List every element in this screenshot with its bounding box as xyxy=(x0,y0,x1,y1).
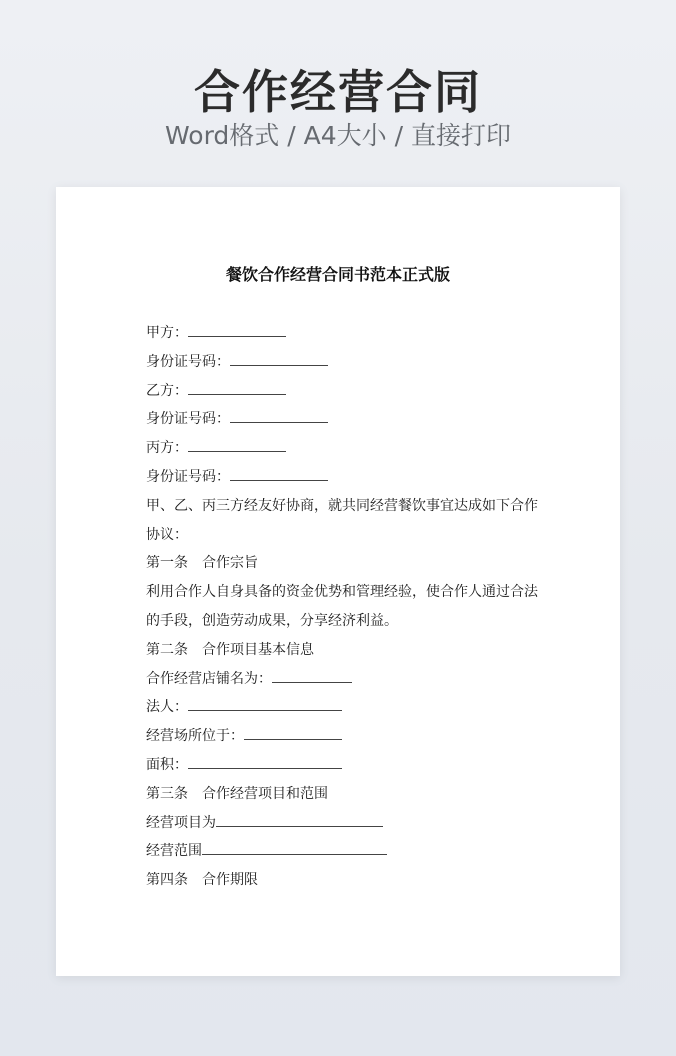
legal-person-label: 法人： xyxy=(146,699,188,716)
scope-blank xyxy=(202,840,387,855)
article-2-title: 合作项目基本信息 xyxy=(202,641,314,658)
article-1-title: 合作宗旨 xyxy=(202,555,258,572)
shop-name-label: 合作经营店铺名为： xyxy=(146,670,272,687)
article-3-heading xyxy=(146,780,546,809)
legal-person-blank xyxy=(188,696,342,711)
article-1-line-2: 的手段，创造劳动成果，分享经济利益。 xyxy=(146,612,398,629)
intro-line-1: 甲、乙、丙三方经友好协商，就共同经营餐饮事宜达成如下合作 xyxy=(146,497,538,514)
party-a-line xyxy=(146,319,546,348)
location-blank xyxy=(244,725,342,740)
party-b-blank xyxy=(188,380,286,395)
party-c-blank xyxy=(188,437,286,452)
party-a-blank xyxy=(188,322,286,337)
party-a-label: 甲方： xyxy=(146,325,188,341)
id-line-1 xyxy=(146,348,546,377)
document-body xyxy=(146,319,546,895)
article-1-number: 第一条 xyxy=(146,555,188,572)
location-line xyxy=(146,722,546,751)
area-blank xyxy=(188,754,342,769)
article-1-line-1: 利用合作人自身具备的资金优势和管理经验，使合作人通过合法 xyxy=(146,584,538,601)
document-page xyxy=(56,187,620,976)
id-blank-1 xyxy=(230,351,328,366)
id-blank-3 xyxy=(230,466,328,481)
id-label-1: 身份证号码： xyxy=(146,353,230,370)
id-blank-2 xyxy=(230,408,328,423)
id-label-2: 身份证号码： xyxy=(146,411,230,428)
banner-title: 合作经营合同 xyxy=(194,65,482,119)
items-blank xyxy=(216,812,383,827)
id-line-3 xyxy=(146,463,546,492)
article-2-heading xyxy=(146,636,546,665)
legal-person-line xyxy=(146,693,546,722)
document-title: 餐饮合作经营合同书范本正式版 xyxy=(225,265,450,284)
party-b-line xyxy=(146,377,546,406)
article-4-number: 第四条 xyxy=(146,872,188,889)
scope-label: 经营范围 xyxy=(146,843,202,860)
article-3-title: 合作经营项目和范围 xyxy=(202,785,328,802)
area-line xyxy=(146,751,546,780)
items-label: 经营项目为 xyxy=(146,814,216,831)
article-4-heading xyxy=(146,866,546,895)
party-c-line xyxy=(146,434,546,463)
party-c-label: 丙方： xyxy=(146,440,188,457)
id-line-2 xyxy=(146,405,546,434)
article-1-heading xyxy=(146,549,546,578)
id-label-3: 身份证号码： xyxy=(146,468,230,485)
article-4-title: 合作期限 xyxy=(202,872,258,889)
location-label: 经营场所位于： xyxy=(146,728,244,745)
article-2-number: 第二条 xyxy=(146,641,188,658)
party-b-label: 乙方： xyxy=(146,382,188,399)
article-3-number: 第三条 xyxy=(146,785,188,802)
intro-line-2: 协议： xyxy=(146,526,188,543)
area-label: 面积： xyxy=(146,756,188,773)
shop-name-blank xyxy=(272,668,352,683)
scope-line xyxy=(146,837,546,866)
items-line xyxy=(146,809,546,838)
shop-name-line xyxy=(146,665,546,694)
banner-subtitle: Word格式 / A4大小 / 直接打印 xyxy=(165,121,511,150)
